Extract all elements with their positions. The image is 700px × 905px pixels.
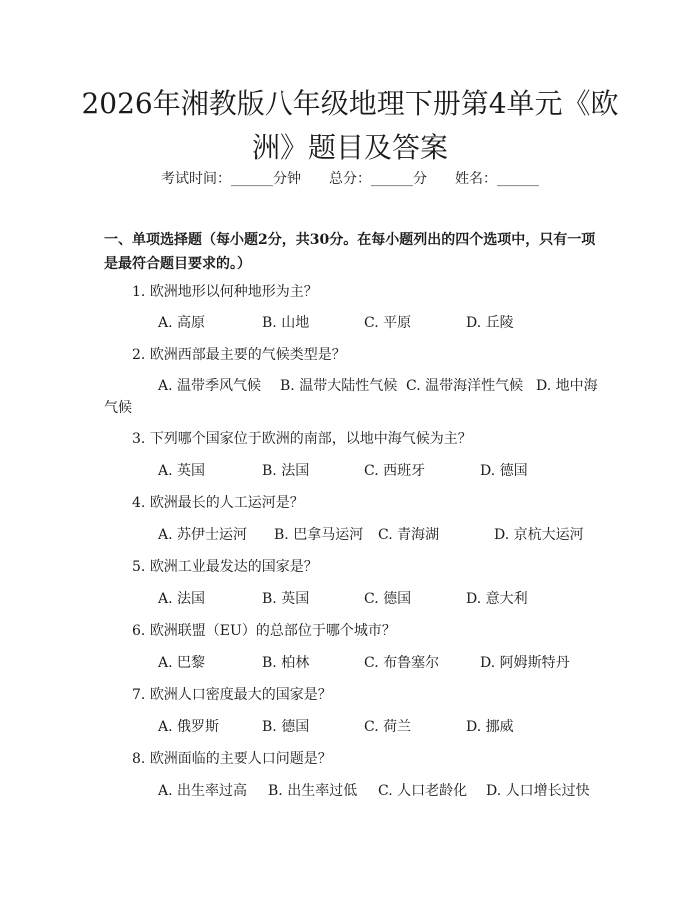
- option-a: A. 高原: [158, 315, 206, 331]
- option-c: C. 荷兰: [364, 719, 412, 735]
- question-number: 4.: [132, 495, 146, 511]
- option-c: C. 温带海洋性气候: [406, 378, 524, 394]
- option-c: C. 西班牙: [364, 463, 426, 479]
- question-5: [132, 557, 318, 577]
- option-d: D. 挪威: [466, 719, 514, 735]
- option-d: D. 人口增长过快: [486, 783, 590, 799]
- question-number: 6.: [132, 623, 146, 639]
- total-score-label: 总分：______分: [329, 171, 427, 187]
- student-name-label: 姓名：______: [455, 171, 539, 187]
- exam-time-label: 考试时间：______分钟: [161, 171, 301, 187]
- option-b: B. 温带大陆性气候: [280, 378, 398, 394]
- option-a: A. 俄罗斯: [158, 719, 220, 735]
- question-number: 7.: [132, 687, 146, 703]
- option-d: D. 丘陵: [466, 315, 514, 331]
- option-b: B. 法国: [262, 463, 310, 479]
- option-a: A. 温带季风气候: [158, 378, 262, 394]
- question-text: 欧洲西部最主要的气候类型是？: [149, 347, 346, 363]
- section-heading: 一、单项选择题（每小题2分，共30分。在每小题列出的四个选项中，只有一项是最符合题目要求的。）: [104, 232, 596, 272]
- option-b: B. 巴拿马运河: [274, 527, 364, 543]
- option-a: A. 巴黎: [158, 655, 206, 671]
- question-text: 欧洲人口密度最大的国家是？: [149, 687, 332, 703]
- question-8: [132, 749, 332, 769]
- option-a: A. 英国: [158, 463, 206, 479]
- option-c: C. 平原: [364, 315, 412, 331]
- question-number: 5.: [132, 559, 146, 575]
- option-d: D. 京杭大运河: [494, 527, 584, 543]
- question-number: 3.: [132, 431, 146, 447]
- exam-title: 2026年湘教版八年级地理下册第4单元《欧洲》题目及答案: [81, 87, 619, 164]
- question-1: [132, 282, 318, 302]
- option-d: D. 地中海: [536, 378, 598, 394]
- question-number: 8.: [132, 751, 146, 767]
- option-c: C. 布鲁塞尔: [364, 655, 440, 671]
- option-c: C. 人口老龄化: [378, 783, 468, 799]
- question-text: 欧洲联盟（EU）的总部位于哪个城市？: [149, 623, 396, 639]
- question-3: [132, 429, 472, 449]
- question-4: [132, 493, 304, 513]
- option-d: D. 意大利: [466, 591, 528, 607]
- option-b: B. 山地: [262, 315, 310, 331]
- option-c: C. 青海湖: [378, 527, 440, 543]
- option-d: D. 德国: [480, 463, 528, 479]
- question-text: 欧洲面临的主要人口问题是？: [149, 751, 332, 767]
- question-text: 欧洲最长的人工运河是？: [149, 495, 304, 511]
- option-a: A. 苏伊士运河: [158, 527, 248, 543]
- option-c: C. 德国: [364, 591, 412, 607]
- option-b: B. 出生率过低: [268, 783, 358, 799]
- question-number: 2.: [132, 347, 146, 363]
- option-b: B. 英国: [262, 591, 310, 607]
- option-d: D. 阿姆斯特丹: [480, 655, 570, 671]
- question-2: [132, 345, 346, 365]
- option-d-continuation: 气候: [104, 400, 132, 416]
- question-6: [132, 621, 396, 641]
- option-a: A. 法国: [158, 591, 206, 607]
- question-text: 欧洲工业最发达的国家是？: [149, 559, 318, 575]
- question-text: 下列哪个国家位于欧洲的南部，以地中海气候为主？: [149, 431, 472, 447]
- option-b: B. 柏林: [262, 655, 310, 671]
- question-number: 1.: [132, 284, 146, 300]
- option-b: B. 德国: [262, 719, 310, 735]
- option-a: A. 出生率过高: [158, 783, 248, 799]
- question-text: 欧洲地形以何种地形为主？: [149, 284, 318, 300]
- question-7: [132, 685, 332, 705]
